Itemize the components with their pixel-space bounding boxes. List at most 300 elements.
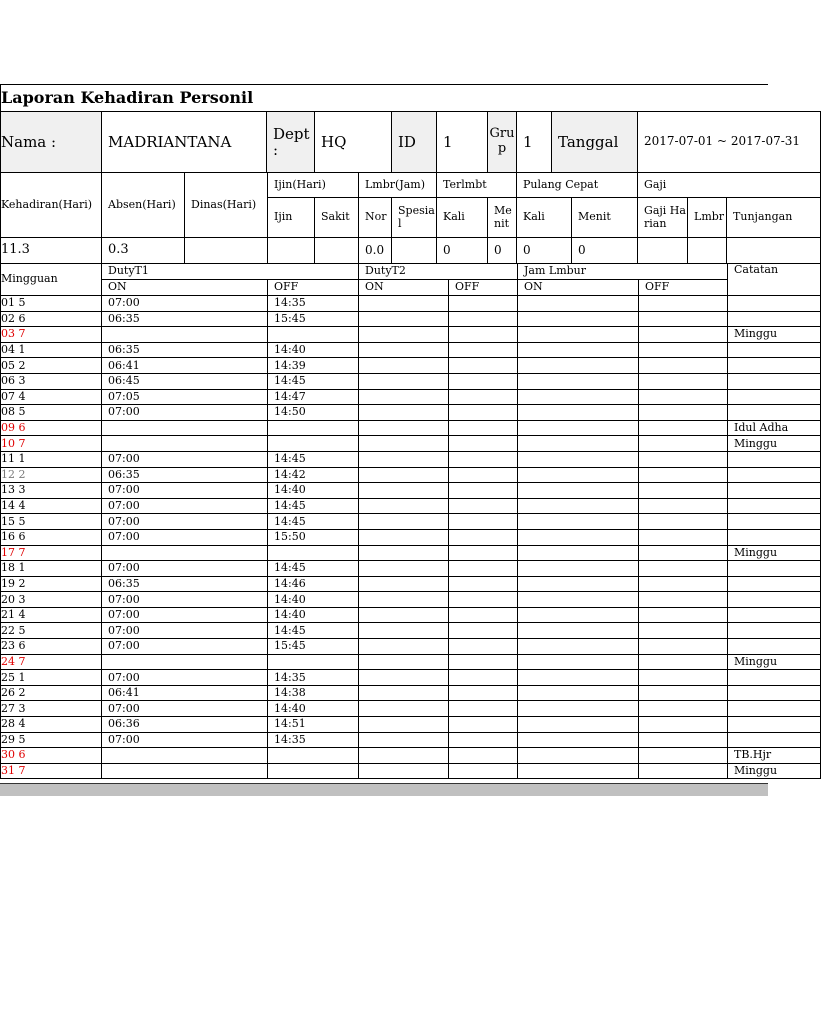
lmbur-on-cell [518,685,639,701]
terlmbt-kali-label: Kali [437,198,488,238]
pulang-kali-value: 0 [517,238,572,264]
dutyt2-off-cell [449,529,518,545]
lmbur-off-cell [639,296,728,312]
lmbur-on-cell [518,576,639,592]
dutyt2-on-cell [359,296,449,312]
catatan-cell [728,670,821,686]
jam-lmbur-label: Jam Lmbur [518,264,728,280]
table-row [1,623,821,639]
dutyt1-off-cell: 14:45 [268,561,359,577]
dutyt2-on-cell [359,327,449,343]
dutyt2-off-cell [449,763,518,779]
lmbur-off-cell [639,545,728,561]
terlmbt-menit-label: Menit [488,198,517,238]
lmbur-off-cell [639,763,728,779]
lmbur-off-cell [639,607,728,623]
catatan-cell [728,623,821,639]
id-label: ID [392,112,437,173]
catatan-cell: Minggu [728,436,821,452]
dutyt1-off-cell [268,420,359,436]
catatan-label: Catatan [728,264,821,296]
catatan-cell: Minggu [728,327,821,343]
dutyt1-on-cell: 07:00 [102,405,268,421]
table-row [1,701,821,717]
pulang-cepat-label: Pulang Cepat [517,173,638,198]
lmbur-off-cell [639,685,728,701]
day-cell: 05 2 [1,358,102,374]
dutyt2-off-cell [449,498,518,514]
table-row [1,763,821,779]
tunjangan-value [727,238,821,264]
dutyt2-on-cell [359,373,449,389]
day-cell: 22 5 [1,623,102,639]
lmbur-on-cell [518,436,639,452]
spesial-label: Spesial [392,198,437,238]
catatan-cell [728,483,821,499]
day-cell: 20 3 [1,592,102,608]
lmbur-on-cell [518,311,639,327]
day-cell: 04 1 [1,342,102,358]
lmbur-on-cell [518,561,639,577]
dutyt2-on-cell [359,545,449,561]
dutyt1-on-cell [102,327,268,343]
lmbur-off-cell [639,311,728,327]
dutyt1-off-cell: 14:38 [268,685,359,701]
sakit-label: Sakit [315,198,359,238]
lmbur-on-cell [518,373,639,389]
dutyt1-on-cell: 07:00 [102,670,268,686]
dutyt1-on-cell: 07:00 [102,561,268,577]
terlmbt-label: Terlmbt [437,173,517,198]
dutyt1-on-cell: 07:00 [102,623,268,639]
dutyt2-off-cell [449,296,518,312]
dutyt2-off-cell [449,327,518,343]
dutyt2-on-label: ON [359,280,449,296]
dutyt1-off-cell: 14:35 [268,296,359,312]
dutyt1-off-cell [268,545,359,561]
dept-value: HQ [315,112,392,173]
nor-value: 0.0 [359,238,392,264]
dutyt1-label: DutyT1 [102,264,359,280]
lmbur-on-cell [518,592,639,608]
dutyt1-off-cell: 14:46 [268,576,359,592]
catatan-cell [728,498,821,514]
lmbur-on-cell [518,420,639,436]
table-row [1,451,821,467]
lmbur-on-cell [518,467,639,483]
ijin-value [268,238,315,264]
catatan-cell: Minggu [728,654,821,670]
lmbur-on-cell [518,483,639,499]
day-cell: 24 7 [1,654,102,670]
table-row [1,607,821,623]
gaji-label: Gaji [638,173,821,198]
table-row [1,732,821,748]
dutyt1-on-cell: 06:35 [102,311,268,327]
catatan-cell [728,389,821,405]
table-row [1,358,821,374]
lmbur-off-cell [639,514,728,530]
dutyt1-off-cell: 14:51 [268,717,359,733]
dutyt1-off-cell: 14:40 [268,483,359,499]
lmbur-on-cell [518,514,639,530]
dutyt1-off-cell [268,748,359,764]
dutyt1-off-cell: 14:35 [268,670,359,686]
table-row [1,389,821,405]
dutyt1-on-cell: 07:00 [102,483,268,499]
dutyt2-off-cell [449,639,518,655]
catatan-cell [728,701,821,717]
day-cell: 16 6 [1,529,102,545]
dutyt2-on-cell [359,358,449,374]
table-row [1,748,821,764]
nor-label: Nor [359,198,392,238]
catatan-cell: Idul Adha [728,420,821,436]
catatan-cell: Minggu [728,763,821,779]
day-cell: 06 3 [1,373,102,389]
footer-bar [0,783,768,796]
lmbur-on-cell [518,717,639,733]
dutyt1-on-cell [102,545,268,561]
lmbur-off-cell [639,701,728,717]
lmbur-off-cell [639,405,728,421]
dutyt2-off-cell [449,717,518,733]
catatan-cell [728,685,821,701]
dutyt1-on-cell: 06:35 [102,342,268,358]
day-cell: 08 5 [1,405,102,421]
catatan-cell: Minggu [728,545,821,561]
dutyt1-on-cell: 07:00 [102,732,268,748]
dept-label: Dept : [267,112,315,173]
absen-label: Absen(Hari) [102,173,185,238]
table-row [1,405,821,421]
day-cell: 07 4 [1,389,102,405]
ijin-label: Ijin [268,198,315,238]
dutyt1-off-cell: 14:50 [268,405,359,421]
dutyt1-on-cell: 07:00 [102,592,268,608]
dutyt2-on-cell [359,623,449,639]
dutyt2-off-cell [449,592,518,608]
lmbur-off-cell [639,748,728,764]
lmbr-group-label: Lmbr(Jam) [359,173,437,198]
gaji-harian-label: Gaji Harian [638,198,688,238]
dutyt2-off-cell [449,389,518,405]
dutyt1-on-cell: 06:41 [102,358,268,374]
dutyt2-on-cell [359,529,449,545]
dutyt1-on-cell: 07:00 [102,529,268,545]
catatan-cell [728,514,821,530]
dutyt1-off-cell: 14:40 [268,342,359,358]
lmbur-on-label: ON [518,280,639,296]
dutyt2-off-cell [449,358,518,374]
catatan-cell [728,529,821,545]
dutyt1-off-cell: 14:42 [268,467,359,483]
attendance-report-sheet [0,84,801,796]
dutyt1-on-cell: 07:00 [102,607,268,623]
dutyt1-off-cell: 14:45 [268,498,359,514]
lmbur-off-cell [639,670,728,686]
sakit-value [315,238,359,264]
catatan-cell [728,717,821,733]
dutyt1-off-cell: 14:39 [268,358,359,374]
dutyt2-off-cell [449,685,518,701]
dutyt1-on-cell: 07:00 [102,639,268,655]
table-row [1,498,821,514]
table-row [1,561,821,577]
day-cell: 29 5 [1,732,102,748]
catatan-cell [728,639,821,655]
catatan-cell [728,467,821,483]
lmbur-on-cell [518,545,639,561]
lmbur-off-cell [639,451,728,467]
day-cell: 15 5 [1,514,102,530]
day-cell: 09 6 [1,420,102,436]
catatan-cell [728,732,821,748]
catatan-cell [728,576,821,592]
dutyt2-off-cell [449,701,518,717]
table-row [1,373,821,389]
table-row [1,670,821,686]
dutyt1-off-cell: 14:45 [268,373,359,389]
table-row [1,420,821,436]
lmbur-on-cell [518,342,639,358]
daily-rows [1,296,821,779]
dutyt2-on-cell [359,420,449,436]
dutyt2-on-cell [359,717,449,733]
dutyt1-on-cell [102,420,268,436]
day-cell: 25 1 [1,670,102,686]
lmbur-on-cell [518,498,639,514]
dutyt2-on-cell [359,607,449,623]
dutyt2-on-cell [359,763,449,779]
table-row [1,436,821,452]
table-row [1,311,821,327]
tanggal-value: 2017-07-01 ~ 2017-07-31 [638,112,821,173]
lmbur-off-cell [639,420,728,436]
daily-attendance-table [0,263,821,779]
lmbur-off-cell [639,327,728,343]
dinas-label: Dinas(Hari) [185,173,268,238]
lmbur-off-cell [639,373,728,389]
dutyt1-off-cell: 14:45 [268,514,359,530]
dutyt2-off-label: OFF [449,280,518,296]
table-row [1,685,821,701]
lmbur-off-cell [639,576,728,592]
kehadiran-value: 11.3 [1,238,102,264]
nama-value: MADRIANTANA [102,112,267,173]
dutyt2-on-cell [359,436,449,452]
dutyt1-on-cell: 06:41 [102,685,268,701]
lmbur-off-cell [639,592,728,608]
lmbur-on-cell [518,607,639,623]
pulang-kali-label: Kali [517,198,572,238]
lmbur-off-cell [639,732,728,748]
dutyt1-off-cell: 15:50 [268,529,359,545]
dutyt2-on-cell [359,576,449,592]
title-table [0,85,768,111]
lmbur-off-cell [639,529,728,545]
catatan-cell [728,358,821,374]
lmbur-on-cell [518,529,639,545]
lmbur-off-cell [639,561,728,577]
day-cell: 11 1 [1,451,102,467]
lmbur-on-cell [518,732,639,748]
day-cell: 03 7 [1,327,102,343]
gaji-harian-value [638,238,688,264]
table-row [1,639,821,655]
dutyt2-on-cell [359,342,449,358]
dutyt2-on-cell [359,732,449,748]
lmbur-off-label: OFF [639,280,728,296]
spesial-value [392,238,437,264]
dutyt2-off-cell [449,451,518,467]
dutyt1-off-cell: 15:45 [268,311,359,327]
lmbur-on-cell [518,670,639,686]
dutyt2-off-cell [449,670,518,686]
table-row [1,576,821,592]
day-cell: 14 4 [1,498,102,514]
lmbur-off-cell [639,467,728,483]
dutyt1-off-cell [268,763,359,779]
dutyt1-off-cell: 14:45 [268,623,359,639]
table-row [1,545,821,561]
dutyt2-off-cell [449,436,518,452]
dutyt1-on-cell: 07:00 [102,514,268,530]
dutyt2-off-cell [449,654,518,670]
dutyt2-on-cell [359,389,449,405]
lmbur-on-cell [518,701,639,717]
dutyt1-off-cell: 14:45 [268,451,359,467]
dutyt2-on-cell [359,685,449,701]
dutyt2-off-cell [449,576,518,592]
kehadiran-label: Kehadiran(Hari) [1,173,102,238]
dutyt2-on-cell [359,670,449,686]
dutyt2-off-cell [449,545,518,561]
pulang-menit-value: 0 [572,238,638,264]
dutyt1-on-cell: 07:00 [102,701,268,717]
dutyt1-on-cell: 06:35 [102,576,268,592]
lmbur-on-cell [518,296,639,312]
dutyt2-off-cell [449,467,518,483]
dutyt1-on-cell: 06:45 [102,373,268,389]
day-cell: 21 4 [1,607,102,623]
dutyt1-on-label: ON [102,280,268,296]
dutyt1-on-cell [102,748,268,764]
lmbur-on-cell [518,639,639,655]
catatan-cell [728,405,821,421]
day-cell: 01 5 [1,296,102,312]
dutyt1-on-cell: 07:00 [102,498,268,514]
dutyt1-off-cell [268,327,359,343]
catatan-cell [728,373,821,389]
table-row [1,342,821,358]
dutyt1-on-cell [102,763,268,779]
table-row [1,296,821,312]
pulang-menit-label: Menit [572,198,638,238]
lmbur-on-cell [518,405,639,421]
dinas-value [185,238,268,264]
dutyt1-off-cell: 15:45 [268,639,359,655]
dutyt1-on-cell [102,436,268,452]
catatan-cell [728,592,821,608]
dutyt2-off-cell [449,342,518,358]
id-value: 1 [437,112,488,173]
grup-label: Grup [488,112,517,173]
dutyt1-on-cell [102,654,268,670]
dutyt2-off-cell [449,514,518,530]
day-cell: 23 6 [1,639,102,655]
table-row [1,483,821,499]
nama-label: Nama : [1,112,102,173]
catatan-cell [728,607,821,623]
dutyt1-on-cell: 06:35 [102,467,268,483]
ijin-group-label: Ijin(Hari) [268,173,359,198]
lmbur-off-cell [639,639,728,655]
terlmbt-menit-value: 0 [488,238,517,264]
summary-table [0,172,821,264]
lmbur-on-cell [518,654,639,670]
dutyt1-off-cell [268,436,359,452]
lmbur-on-cell [518,451,639,467]
lmbur-off-cell [639,483,728,499]
dutyt2-on-cell [359,451,449,467]
dutyt1-off-cell: 14:40 [268,607,359,623]
day-cell: 30 6 [1,748,102,764]
dutyt2-on-cell [359,561,449,577]
catatan-cell [728,296,821,312]
table-row [1,654,821,670]
catatan-cell [728,311,821,327]
day-cell: 28 4 [1,717,102,733]
grup-value: 1 [517,112,552,173]
dutyt2-on-cell [359,483,449,499]
lmbur-off-cell [639,654,728,670]
catatan-cell [728,342,821,358]
dutyt2-off-cell [449,420,518,436]
dutyt2-on-cell [359,592,449,608]
dutyt2-off-cell [449,483,518,499]
dutyt2-on-cell [359,311,449,327]
dutyt1-on-cell: 07:00 [102,296,268,312]
day-cell: 02 6 [1,311,102,327]
dutyt2-off-cell [449,405,518,421]
table-row [1,467,821,483]
day-cell: 19 2 [1,576,102,592]
dutyt2-on-cell [359,498,449,514]
dutyt1-off-cell: 14:35 [268,732,359,748]
table-row [1,717,821,733]
catatan-cell [728,561,821,577]
day-cell: 31 7 [1,763,102,779]
dutyt2-on-cell [359,405,449,421]
lmbur-on-cell [518,748,639,764]
dutyt2-off-cell [449,561,518,577]
dutyt2-on-cell [359,639,449,655]
dutyt2-on-cell [359,514,449,530]
dutyt1-on-cell: 07:05 [102,389,268,405]
dutyt1-off-cell: 14:47 [268,389,359,405]
dutyt2-label: DutyT2 [359,264,518,280]
dutyt2-off-cell [449,623,518,639]
lmbur-on-cell [518,358,639,374]
lmbur-off-cell [639,717,728,733]
dutyt2-off-cell [449,732,518,748]
dutyt2-on-cell [359,701,449,717]
tanggal-label: Tanggal [552,112,638,173]
lmbur-on-cell [518,623,639,639]
dutyt2-off-cell [449,748,518,764]
tunjangan-label: Tunjangan [727,198,821,238]
